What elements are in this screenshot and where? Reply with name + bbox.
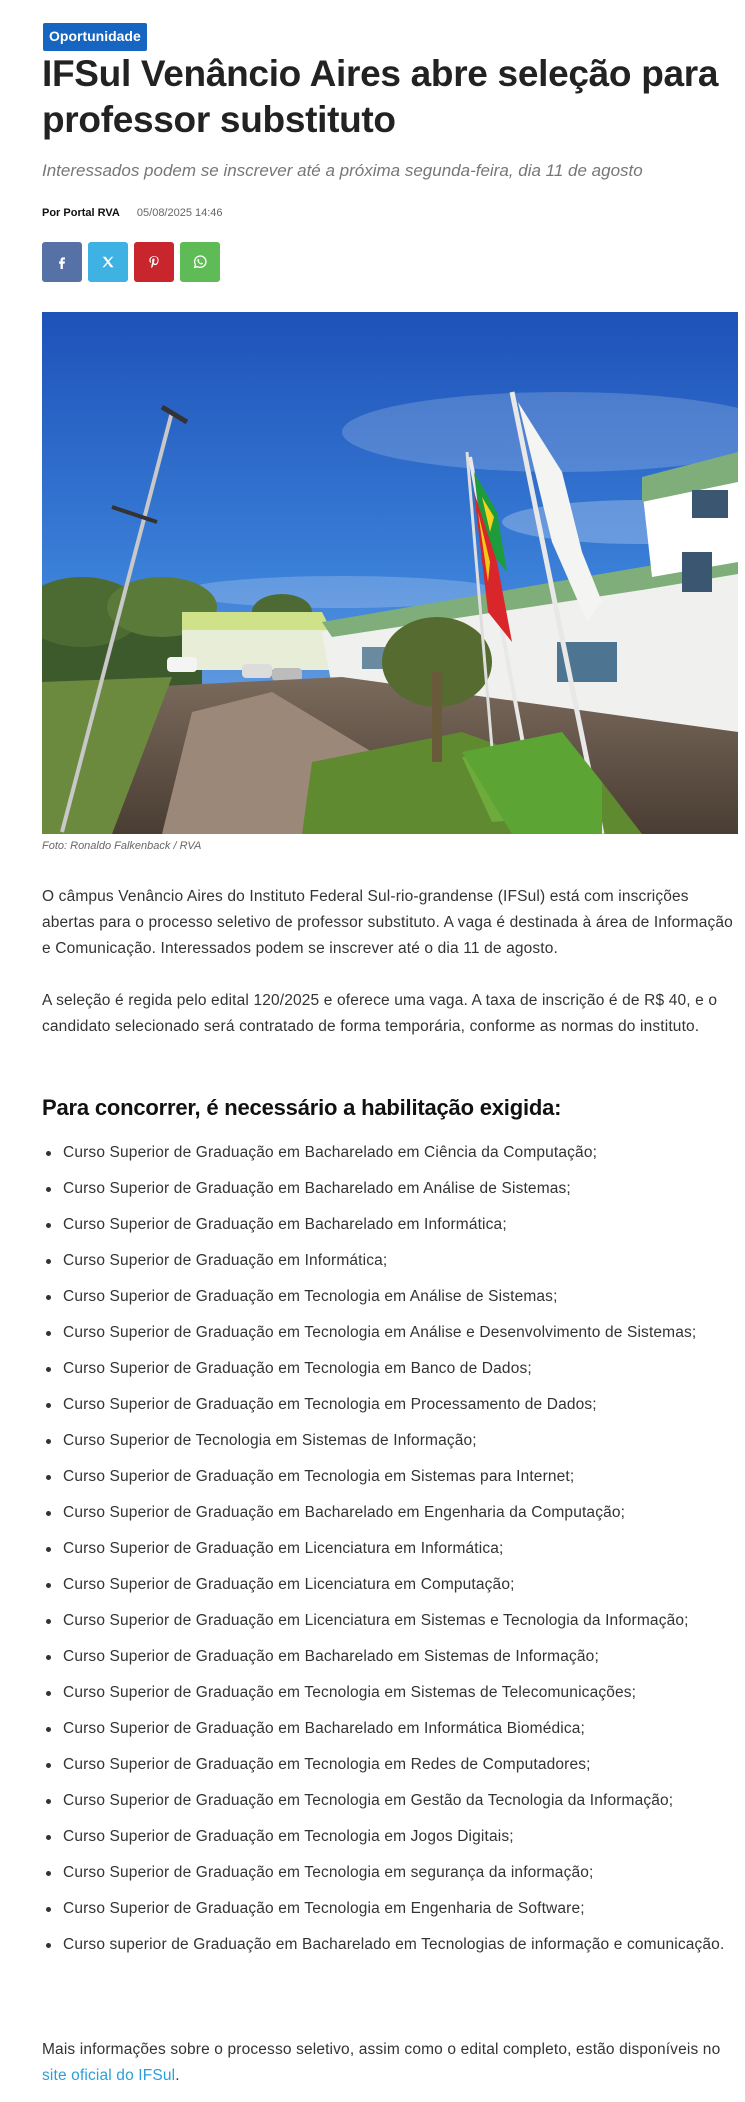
list-item: Curso Superior de Graduação em Tecnologia em Processamento de Dados; — [42, 1392, 742, 1418]
share-bar — [42, 242, 220, 282]
list-item: Curso Superior de Graduação em Bacharelado em Informática; — [42, 1212, 742, 1238]
list-item: Curso Superior de Graduação em Licenciatura em Informática; — [42, 1536, 742, 1562]
list-item: Curso superior de Graduação em Bacharelado em Tecnologias de informação e comunicação. — [42, 1932, 742, 1958]
author: Por Portal RVA — [42, 207, 120, 219]
list-item: Curso Superior de Graduação em Tecnologia em Redes de Computadores; — [42, 1752, 742, 1778]
category-badge[interactable]: Oportunidade — [43, 23, 147, 51]
article-subtitle: Interessados podem se inscrever até a próxima segunda-feira, dia 11 de agosto — [42, 161, 643, 180]
list-item: Curso Superior de Graduação em Tecnologia em Gestão da Tecnologia da Informação; — [42, 1788, 742, 1814]
list-item: Curso Superior de Graduação em Tecnologia em Banco de Dados; — [42, 1356, 742, 1382]
list-item: Curso Superior de Graduação em Tecnologia em Análise e Desenvolvimento de Sistemas; — [42, 1320, 742, 1346]
list-item: Curso Superior de Tecnologia em Sistemas de Informação; — [42, 1428, 742, 1454]
pinterest-icon — [147, 255, 161, 269]
campus-building-photo — [42, 312, 738, 834]
more-info-text: Mais informações sobre o processo seletivo, assim como o edital completo, estão disponíveis no — [42, 2041, 721, 2058]
photo-caption: Foto: Ronaldo Falkenback / RVA — [42, 840, 202, 852]
list-item: Curso Superior de Graduação em Licenciatura em Computação; — [42, 1572, 742, 1598]
share-pinterest-button[interactable] — [134, 242, 174, 282]
body-paragraph-1: O câmpus Venâncio Aires do Instituto Federal Sul-rio-grandense (IFSul) está com inscrições abertas para o processo seletivo de professor substituto. A vaga é destinada à área de Informação e Comunicação. Interessados podem se inscrever até o dia 11 de agosto. — [42, 888, 733, 957]
list-item: Curso Superior de Graduação em Informática; — [42, 1248, 742, 1274]
list-item: Curso Superior de Graduação em Licenciatura em Sistemas e Tecnologia da Informação; — [42, 1608, 742, 1634]
list-item: Curso Superior de Graduação em Bacharelado em Análise de Sistemas; — [42, 1176, 742, 1202]
more-info-suffix: . — [175, 2067, 180, 2084]
article-title: IFSul Venâncio Aires abre seleção para professor substituto — [42, 53, 719, 140]
ifsul-site-link[interactable]: site oficial do IFSul — [42, 2067, 176, 2084]
share-x-button[interactable] — [88, 242, 128, 282]
list-item: Curso Superior de Graduação em Tecnologia em Análise de Sistemas; — [42, 1284, 742, 1310]
publish-date: 05/08/2025 14:46 — [136, 207, 223, 219]
list-item: Curso Superior de Graduação em Bacharelado em Engenharia da Computação; — [42, 1500, 742, 1526]
list-item: Curso Superior de Graduação em Tecnologia em Engenharia de Software; — [42, 1896, 742, 1922]
byline — [42, 205, 223, 221]
list-item: Curso Superior de Graduação em Tecnologia em Sistemas para Internet; — [42, 1464, 742, 1490]
list-item: Curso Superior de Graduação em Tecnologia em Sistemas de Telecomunicações; — [42, 1680, 742, 1706]
facebook-icon — [55, 255, 69, 269]
share-whatsapp-button[interactable] — [180, 242, 220, 282]
whatsapp-icon — [192, 254, 208, 270]
list-item: Curso Superior de Graduação em Bacharelado em Informática Biomédica; — [42, 1716, 742, 1742]
x-icon — [101, 255, 115, 269]
list-item: Curso Superior de Graduação em Bacharelado em Ciência da Computação; — [42, 1140, 742, 1166]
body-paragraph-3 — [42, 2037, 742, 2089]
article-photo — [42, 312, 738, 834]
body-paragraph-2: A seleção é regida pelo edital 120/2025 e oferece uma vaga. A taxa de inscrição é de R$ 40, e o candidato selecionado será contratado de forma temporária, conforme as normas do instituto. — [42, 992, 718, 1035]
requirements-heading: Para concorrer, é necessário a habilitação exigida: — [42, 1095, 562, 1120]
share-facebook-button[interactable] — [42, 242, 82, 282]
requirements-list — [42, 1140, 742, 1968]
list-item: Curso Superior de Graduação em Bacharelado em Sistemas de Informação; — [42, 1644, 742, 1670]
list-item: Curso Superior de Graduação em Tecnologia em segurança da informação; — [42, 1860, 742, 1886]
list-item: Curso Superior de Graduação em Tecnologia em Jogos Digitais; — [42, 1824, 742, 1850]
